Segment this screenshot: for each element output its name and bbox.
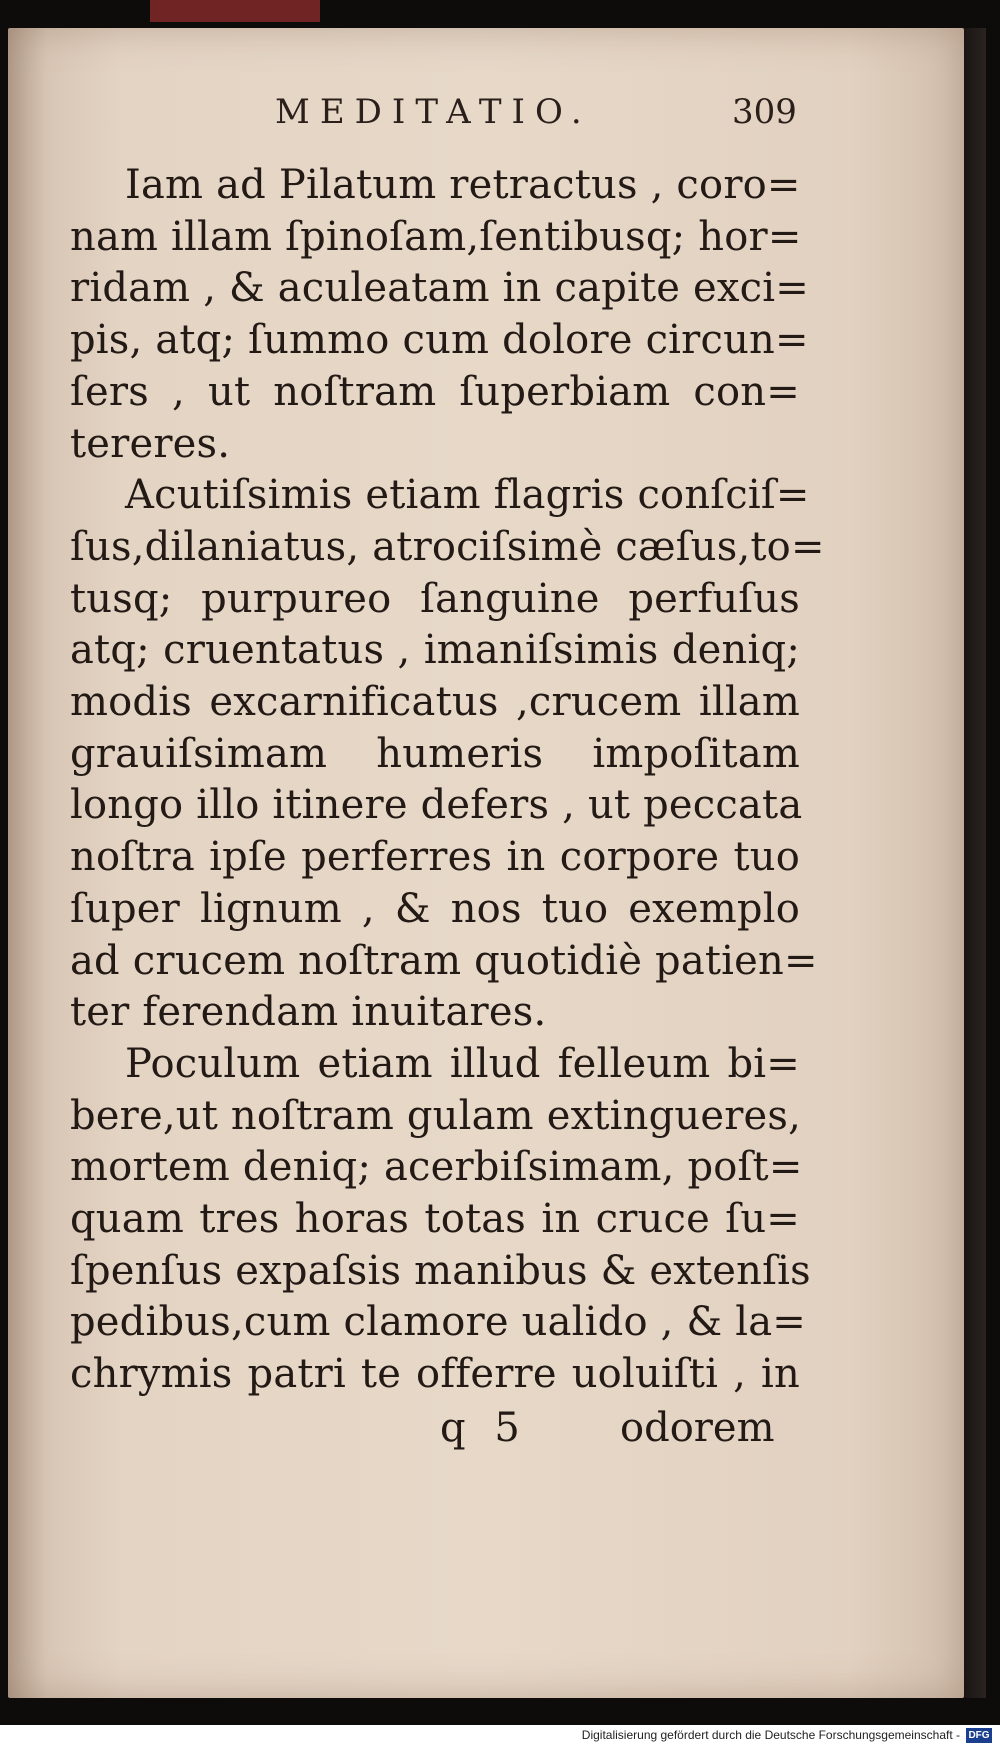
text-line: ſpenſus expaſsis manibus & extenſis (70, 1247, 811, 1294)
running-head (0, 92, 1000, 142)
text-line: pedibus,cum clamore ualido , & la= (70, 1299, 806, 1346)
text-line: ſus,dilaniatus, atrociſsimè cæſus,to= (70, 523, 825, 570)
text-line: ſers , ut noſtram ſuperbiam con= (70, 368, 800, 415)
page-number: 309 (732, 92, 797, 132)
page-foot (0, 1405, 1000, 1465)
text-line: Iam ad Pilatum retractus , coro= (125, 162, 801, 208)
text-line: tusq; purpureo ſanguine perfuſus (70, 575, 800, 622)
text-line: tereres. (70, 420, 231, 467)
running-head-title: MEDITATIO. (275, 92, 592, 132)
bookmark-ribbon (150, 0, 320, 22)
text-line: modis excarnificatus ,crucem illam (70, 679, 800, 726)
text-line: bere,ut noſtram gulam extingueres, (70, 1092, 802, 1139)
body-text (70, 160, 825, 1401)
text-line: noſtra ipſe perferres in corpore tuo (70, 834, 800, 881)
funding-credit: Digitalisierung gefördert durch die Deutsche Forschungsgemeinschaft - (581, 1728, 960, 1742)
catchword: odorem (620, 1405, 775, 1451)
digitization-footer (0, 1725, 1000, 1747)
text-line: chrymis patri te offerre uoluiſti , in (70, 1351, 800, 1398)
text-line: pis, atq; ſummo cum dolore circun= (70, 317, 809, 364)
signature-mark: q 5 (440, 1405, 528, 1451)
text-line: longo illo itinere defers , ut peccata (70, 782, 803, 829)
dfg-logo: DFG (966, 1728, 992, 1743)
text-line: nam illam ſpinoſam,ſentibusq; hor= (70, 213, 802, 260)
text-line: ridam , & aculeatam in capite exci= (70, 265, 809, 312)
text-line: grauiſsimam humeris impoſitam (70, 730, 800, 777)
text-line: ad crucem noſtram quotidiè patien= (70, 937, 818, 984)
text-line: Acutiſsimis etiam flagris conſciſ= (125, 472, 810, 519)
text-line: atq; cruentatus , imaniſsimis deniq; (70, 627, 800, 674)
text-line: ter ferendam inuitares. (70, 989, 547, 1036)
text-line: quam tres horas totas in cruce ſu= (70, 1196, 800, 1243)
text-line: mortem deniq; acerbiſsimam, poſt= (70, 1144, 803, 1191)
text-line: Poculum etiam illud felleum bi= (125, 1040, 800, 1087)
text-line: ſuper lignum , & nos tuo exemplo (70, 885, 800, 932)
